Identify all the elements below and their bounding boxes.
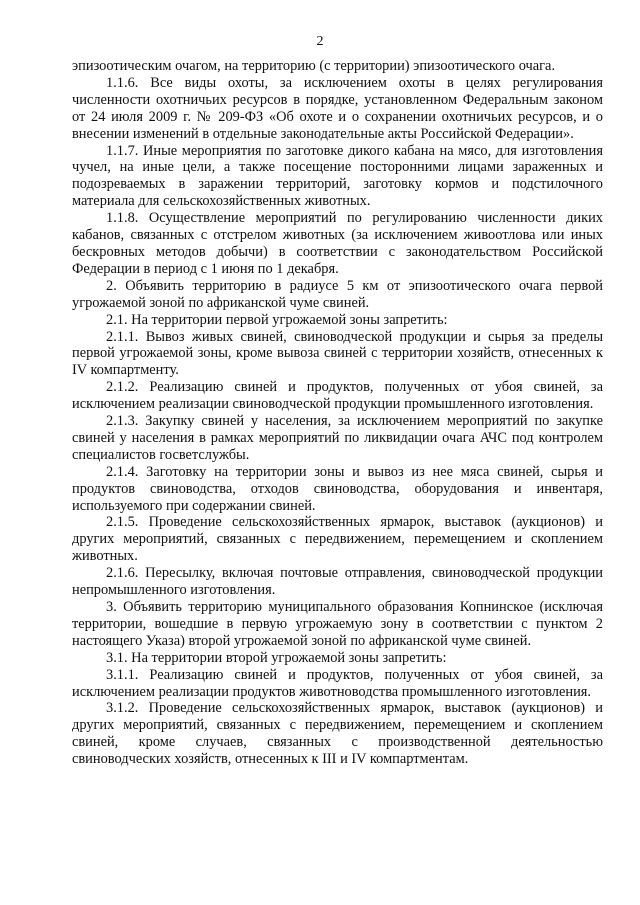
paragraph-2-1-6: 2.1.6. Пересылку, включая почтовые отправления, свиноводческой продукции непромышленного изготовления.	[72, 565, 603, 599]
paragraph-3-1-1: 3.1.1. Реализацию свиней и продуктов, полученных от убоя свиней, за исключением реализации продуктов животноводства промышленного изготовления.	[72, 666, 603, 700]
paragraph-2-1-4: 2.1.4. Заготовку на территории зоны и вывоз из нее мяса свиней, сырья и продуктов свиноводства, отходов свиноводства, оборудования и инвентаря, используемого при содержании свиней.	[72, 463, 603, 514]
paragraph-1-1-8: 1.1.8. Осуществление мероприятий по регулированию численности диких кабанов, связанных с отстрелом животных (за исключением живоотлова или иных бескровных методов добычи) в соответствии с законодательством Российской Федерации в период с 1 июня по 1 декабря.	[72, 210, 603, 277]
paragraph-2: 2. Объявить территорию в радиусе 5 км от эпизоотического очага первой угрожаемой зоной по африканской чуме свиней.	[72, 277, 603, 311]
paragraph-1-1-7: 1.1.7. Иные мероприятия по заготовке дикого кабана на мясо, для изготовления чучел, на иные цели, а также посещение посторонними лицами зараженных и подозреваемых в заражении территорий, заготовку кормов и подстилочного материала для сельскохозяйственных животных.	[72, 142, 603, 210]
paragraph-continuation: эпизоотическим очагом, на территорию (с территории) эпизоотического очага.	[72, 58, 556, 74]
paragraph-3: 3. Объявить территорию муниципального образования Копнинское (исключая территории, вошедшие в первую угрожаемую зону в соответствии с пунктом 2 настоящего Указа) второй угрожаемой зоной по африканской чуме свиней.	[72, 599, 603, 649]
page-number: 2	[316, 34, 324, 49]
paragraph-2-1: 2.1. На территории первой угрожаемой зоны запретить:	[106, 311, 448, 328]
paragraph-2-1-5: 2.1.5. Проведение сельскохозяйственных ярмарок, выставок (аукционов) и других мероприятий, связанных с передвижением, перемещением и скоплением животных.	[72, 514, 603, 565]
paragraph-3-1: 3.1. На территории второй угрожаемой зоны запретить:	[106, 649, 447, 666]
paragraph-2-1-1: 2.1.1. Вывоз живых свиней, свиноводческой продукции и сырья за пределы первой угрожаемой зоны, кроме вывоза свиней с территории хозяйств, отнесенных к IV компартменту.	[72, 328, 603, 379]
document-body	[72, 58, 603, 768]
paragraph-3-1-2: 3.1.2. Проведение сельскохозяйственных ярмарок, выставок (аукционов) и других мероприятий, связанных с передвижением, перемещением и скоплением свиней, кроме случаев, связанных с производственной деятельностью свиноводческих хозяйств, отнесенных к III и IV компартментам.	[72, 700, 603, 768]
paragraph-2-1-2: 2.1.2. Реализацию свиней и продуктов, полученных от убоя свиней, за исключением реализации свиноводческой продукции промышленного изготовления.	[72, 379, 603, 413]
paragraph-1-1-6: 1.1.6. Все виды охоты, за исключением охоты в целях регулирования численности охотничьих ресурсов в порядке, установленном Федеральным законом от 24 июля 2009 г. № 209-ФЗ «Об охоте и о сохранении охотничьих ресурсов, и о внесении изменений в отдельные законодательные акты Российской Федерации».	[72, 74, 603, 142]
paragraph-2-1-3: 2.1.3. Закупку свиней у населения, за исключением мероприятий по закупке свиней у населения в рамках мероприятий по ликвидации очага АЧС под контролем специалистов госветслужбы.	[72, 413, 603, 463]
